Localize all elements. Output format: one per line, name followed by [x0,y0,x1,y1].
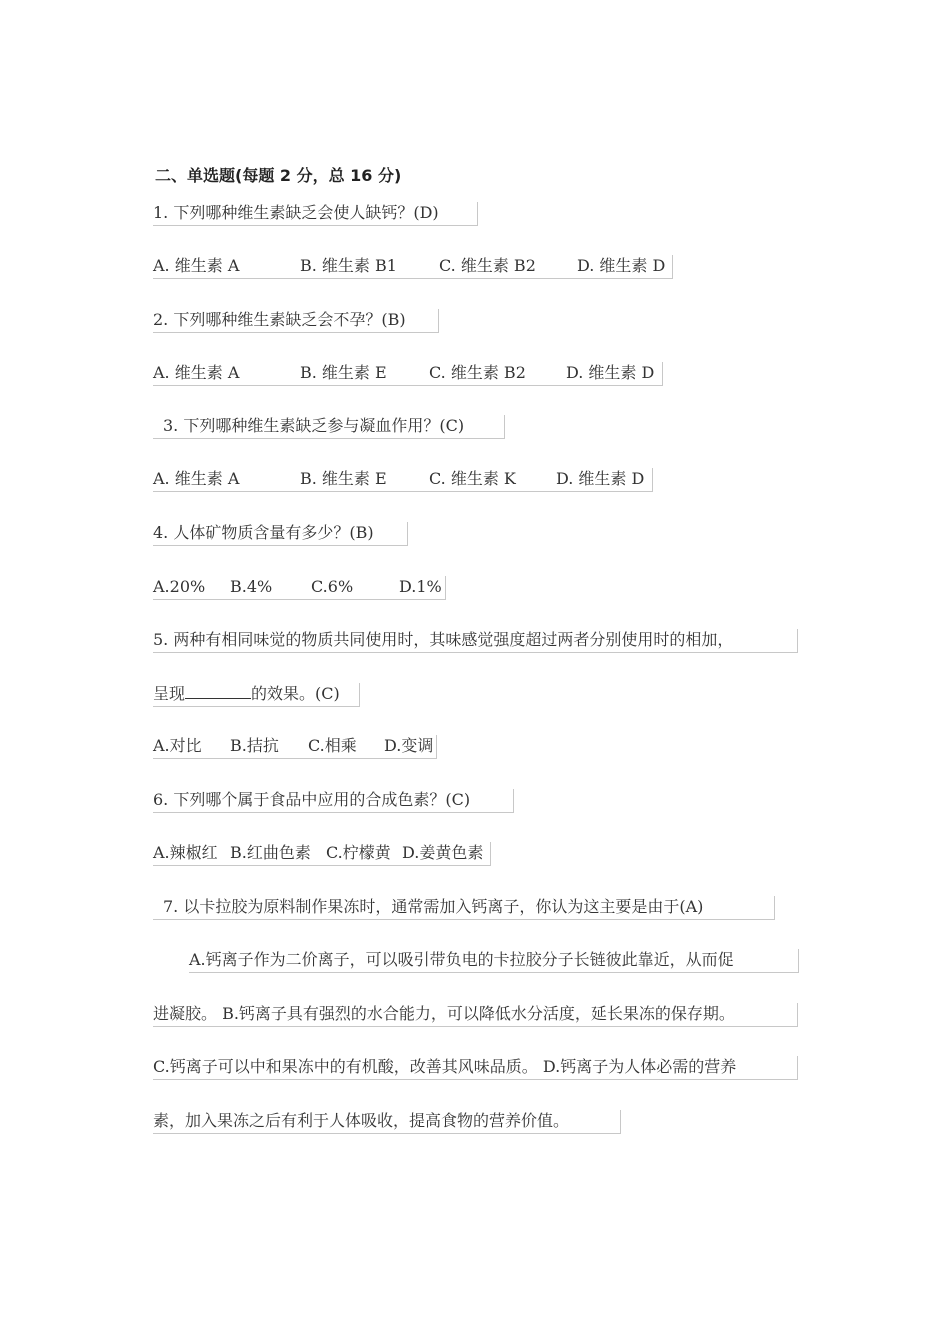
question-7-stem [153,896,775,920]
question-1-options [153,255,673,279]
question-7-answer-line-1 [189,949,799,973]
question-5-options [153,735,437,759]
option-d: D. 维生素 D [577,256,666,275]
option-b: B. 维生素 E [300,469,387,488]
answer-text: A.钙离子作为二价离子，可以吸引带负电的卡拉胶分子长链彼此靠近，从而促 [189,950,734,969]
option-b: B. 维生素 B1 [300,256,397,275]
answer-text: C.钙离子可以中和果冻中的有机酸，改善其风味品质。 D.钙离子为人体必需的营养 [153,1057,737,1076]
question-stem-text-before-blank: 呈现 [153,684,186,703]
option-a: A.辣椒红 [153,843,218,862]
option-d: D.1% [399,577,442,596]
option-d: D. 维生素 D [566,363,655,382]
question-stem-text: 7. 以卡拉胶为原料制作果冻时，通常需加入钙离子，你认为这主要是由于(A) [163,897,704,916]
option-b: B.红曲色素 [230,843,311,862]
option-c: C.相乘 [308,736,357,755]
option-d: D. 维生素 D [556,469,645,488]
option-c: C.6% [311,577,354,596]
question-stem-text: 2. 下列哪种维生素缺乏会不孕？(B) [153,310,406,329]
question-7-answer-line-2 [153,1003,798,1027]
section-title: 二、单选题(每题 2 分，总 16 分) [155,166,402,185]
option-a: A. 维生素 A [153,256,240,275]
option-c: C. 维生素 B2 [439,256,536,275]
option-c: C. 维生素 B2 [429,363,526,382]
question-stem-text: 1. 下列哪种维生素缺乏会使人缺钙？(D) [153,203,439,222]
option-a: A.对比 [153,736,202,755]
option-b: B. 维生素 E [300,363,387,382]
answer-text: 素，加入果冻之后有利于人体吸收，提高食物的营养价值。 [153,1111,570,1130]
question-7-answer-line-4 [153,1110,621,1134]
question-stem-text-after-blank: 的效果。(C) [251,684,340,703]
option-d: D.变调 [384,736,434,755]
question-6-options [153,842,491,866]
question-stem-text: 4. 人体矿物质含量有多少？(B) [153,523,374,542]
question-4-options [153,576,446,600]
option-a: A.20% [153,577,206,596]
question-7-answer-line-3 [153,1056,798,1080]
option-b: B.拮抗 [230,736,279,755]
question-6-stem [153,789,514,813]
question-3-options [153,468,653,492]
question-2-stem [153,309,439,333]
option-c: C.柠檬黄 [326,843,391,862]
option-c: C. 维生素 K [429,469,516,488]
question-1-stem [153,202,478,226]
question-stem-text: 6. 下列哪个属于食品中应用的合成色素？(C) [153,790,471,809]
question-4-stem [153,522,408,546]
question-5-stem-line-2 [153,683,360,707]
option-a: A. 维生素 A [153,469,240,488]
option-a: A. 维生素 A [153,363,240,382]
question-stem-text: 3. 下列哪种维生素缺乏参与凝血作用？(C) [163,416,465,435]
question-2-options [153,362,663,386]
option-b: B.4% [230,577,273,596]
fill-in-blank [185,684,251,699]
question-5-stem-line-1 [153,629,798,653]
option-d: D.姜黄色素 [402,843,484,862]
question-stem-text: 5. 两种有相同味觉的物质共同使用时，其味感觉强度超过两者分别使用时的相加， [153,630,734,649]
question-3-stem [153,415,505,439]
answer-text: 进凝胶。 B.钙离子具有强烈的水合能力，可以降低水分活度，延长果冻的保存期。 [153,1004,735,1023]
